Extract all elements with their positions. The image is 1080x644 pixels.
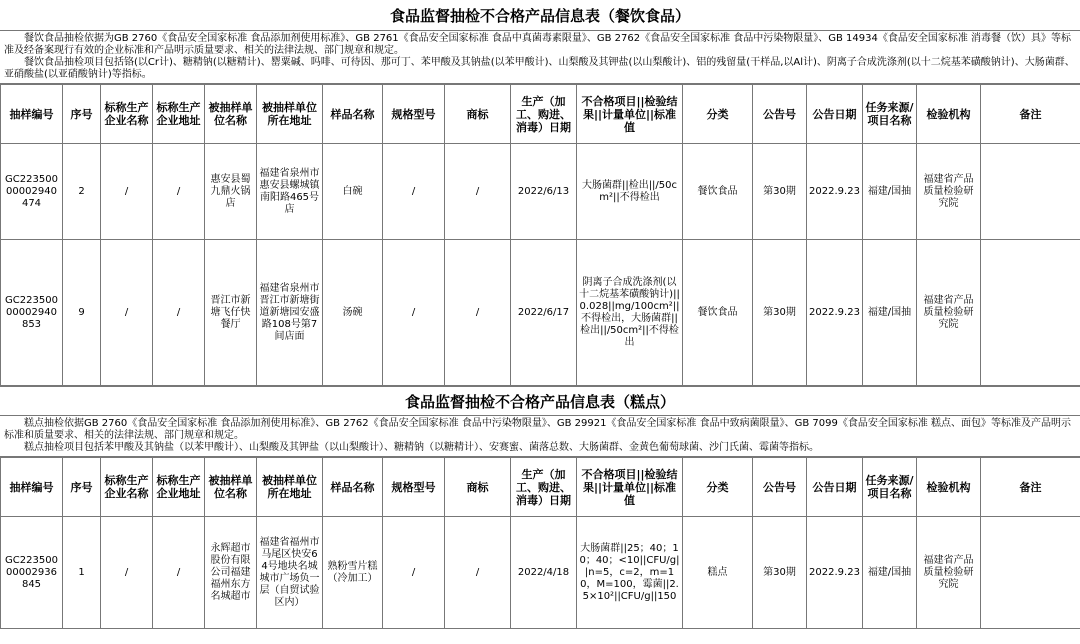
sampled-unit: 永辉超市股份有限公司福建福州东方名城超市: [205, 517, 257, 629]
header-cell: 任务来源/项目名称: [863, 85, 917, 144]
header-cell: 序号: [63, 85, 101, 144]
section2-header-row: [1, 458, 1080, 517]
section1-intro: [0, 31, 1080, 84]
notice-date: 2022.9.23: [807, 240, 863, 386]
header-cell: 备注: [981, 458, 1080, 517]
header-cell: 不合格项目||检验结果||计量单位||标准值: [577, 85, 683, 144]
header-cell: 标称生产企业名称: [101, 85, 153, 144]
producer-name: /: [101, 144, 153, 240]
brand: /: [445, 240, 511, 386]
table-row: [1, 517, 1080, 629]
category: 餐饮食品: [683, 144, 753, 240]
sampled-unit: 晋江市新塘飞仔快餐厅: [205, 240, 257, 386]
sample-name: 汤碗: [323, 240, 383, 386]
notice-number: 第30期: [753, 517, 807, 629]
section1-title: 食品监督抽检不合格产品信息表（餐饮食品）: [0, 0, 1080, 31]
sample-id: GC22350000002940853: [1, 240, 63, 386]
header-cell: 标称生产企业名称: [101, 458, 153, 517]
spec: /: [383, 517, 445, 629]
header-cell: 分类: [683, 85, 753, 144]
brand: /: [445, 517, 511, 629]
section2-intro: [0, 416, 1080, 457]
header-cell: 样品名称: [323, 85, 383, 144]
header-cell: 生产（加工、购进、消毒）日期: [511, 458, 577, 517]
header-cell: 被抽样单位名称: [205, 458, 257, 517]
table-row: [1, 144, 1080, 240]
producer-address: /: [153, 517, 205, 629]
header-cell: 序号: [63, 458, 101, 517]
header-cell: 不合格项目||检验结果||计量单位||标准值: [577, 458, 683, 517]
sampled-unit-address: 福建省泉州市惠安县螺城镇南阳路465号店: [257, 144, 323, 240]
production-date: 2022/6/17: [511, 240, 577, 386]
header-cell: 抽样编号: [1, 85, 63, 144]
task-source: 福建/国抽: [863, 517, 917, 629]
sampled-unit-address: 福建省泉州市晋江市新塘街道新塘园安盛路108号第7间店面: [257, 240, 323, 386]
section2-table: [0, 457, 1080, 629]
failed-item: 大肠菌群||检出||/50cm²||不得检出: [577, 144, 683, 240]
section1-intro-items: 餐饮食品抽检项目包括铬(以Cr计)、糖精钠(以糖精计)、罂粟碱、吗啡、可待因、那可丁、苯甲酸及其钠盐(以苯甲酸计)、山梨酸及其钾盐(以山梨酸计)、铝的残留量(干样品,以Al计)、阴离子合成洗涤剂(以十二烷基苯磺酸钠计)、大肠菌群、亚硝酸盐(以亚硝酸钠计)等指标。: [4, 57, 1075, 80]
category: 餐饮食品: [683, 240, 753, 386]
header-cell: 商标: [445, 458, 511, 517]
sequence: 2: [63, 144, 101, 240]
header-cell: 公告日期: [807, 85, 863, 144]
category: 糕点: [683, 517, 753, 629]
lab: 福建省产品质量检验研究院: [917, 240, 981, 386]
notice-number: 第30期: [753, 144, 807, 240]
header-cell: 被抽样单位所在地址: [257, 85, 323, 144]
sampled-unit: 惠安县蜀九鼎火锅店: [205, 144, 257, 240]
header-cell: 任务来源/项目名称: [863, 458, 917, 517]
production-date: 2022/4/18: [511, 517, 577, 629]
sequence: 1: [63, 517, 101, 629]
note: [981, 240, 1080, 386]
notice-date: 2022.9.23: [807, 517, 863, 629]
header-cell: 规格型号: [383, 85, 445, 144]
header-cell: 被抽样单位所在地址: [257, 458, 323, 517]
production-date: 2022/6/13: [511, 144, 577, 240]
section2-intro-basis: 糕点抽检依据GB 2760《食品安全国家标准 食品添加剂使用标准》、GB 2762《食品安全国家标准 食品中污染物限量》、GB 29921《食品安全国家标准 食品中致病菌限量》、GB 7099《食品安全国家标准 糕点、面包》等标准及产品明示标准和质量要求、相关的法律法规、部门规章和规定。: [4, 418, 1072, 441]
section1-table: [0, 84, 1080, 386]
failed-item: 阴离子合成洗涤剂(以十二烷基苯磺酸钠计)||0.028||mg/100cm²||不得检出，大肠菌群||检出||/50cm²||不得检出: [577, 240, 683, 386]
header-cell: 公告日期: [807, 458, 863, 517]
header-cell: 标称生产企业地址: [153, 85, 205, 144]
header-cell: 公告号: [753, 458, 807, 517]
header-cell: 公告号: [753, 85, 807, 144]
spec: /: [383, 240, 445, 386]
producer-name: /: [101, 517, 153, 629]
header-cell: 规格型号: [383, 458, 445, 517]
sampled-unit-address: 福建省福州市马尾区快安64号地块名城城市广场负一层（自贸试验区内）: [257, 517, 323, 629]
header-cell: 标称生产企业地址: [153, 458, 205, 517]
producer-name: /: [101, 240, 153, 386]
note: [981, 517, 1080, 629]
header-cell: 商标: [445, 85, 511, 144]
section2-intro-items: 糕点抽检项目包括苯甲酸及其钠盐（以苯甲酸计）、山梨酸及其钾盐（以山梨酸计）、糖精钠（以糖精计）、安赛蜜、菌落总数、大肠菌群、金黄色葡萄球菌、沙门氏菌、霉菌等指标。: [24, 442, 819, 453]
header-cell: 检验机构: [917, 85, 981, 144]
sequence: 9: [63, 240, 101, 386]
producer-address: /: [153, 144, 205, 240]
section1-intro-basis: 餐饮食品抽检依据为GB 2760《食品安全国家标准 食品添加剂使用标准》、GB 2761《食品安全国家标准 食品中真菌毒素限量》、GB 2762《食品安全国家标准 食品中污染物限量》、GB 14934《食品安全国家标准 消毒餐（饮）具》等标准及经备案现行有效的企业标准和产品明示质量要求、相关的法律法规、部门规章和规定。: [4, 33, 1072, 56]
failed-item: 大肠菌群||25；40；10；40；<10||CFU/g||n=5，c=2，m=10，M=100，霉菌||2.5×10²||CFU/g||150: [577, 517, 683, 629]
notice-date: 2022.9.23: [807, 144, 863, 240]
task-source: 福建/国抽: [863, 144, 917, 240]
sample-id: GC22350000002940474: [1, 144, 63, 240]
sample-name: 熟粉雪片糕（冷加工）: [323, 517, 383, 629]
note: [981, 144, 1080, 240]
task-source: 福建/国抽: [863, 240, 917, 386]
lab: 福建省产品质量检验研究院: [917, 517, 981, 629]
header-cell: 样品名称: [323, 458, 383, 517]
header-cell: 被抽样单位名称: [205, 85, 257, 144]
spec: /: [383, 144, 445, 240]
header-cell: 检验机构: [917, 458, 981, 517]
sample-name: 白碗: [323, 144, 383, 240]
table-row: [1, 240, 1080, 386]
lab: 福建省产品质量检验研究院: [917, 144, 981, 240]
notice-number: 第30期: [753, 240, 807, 386]
sample-id: GC22350000002936845: [1, 517, 63, 629]
header-cell: 抽样编号: [1, 458, 63, 517]
header-cell: 生产（加工、购进、消毒）日期: [511, 85, 577, 144]
section2-title: 食品监督抽检不合格产品信息表（糕点）: [0, 386, 1080, 416]
producer-address: /: [153, 240, 205, 386]
brand: /: [445, 144, 511, 240]
header-cell: 备注: [981, 85, 1080, 144]
header-cell: 分类: [683, 458, 753, 517]
section1-header-row: [1, 85, 1080, 144]
